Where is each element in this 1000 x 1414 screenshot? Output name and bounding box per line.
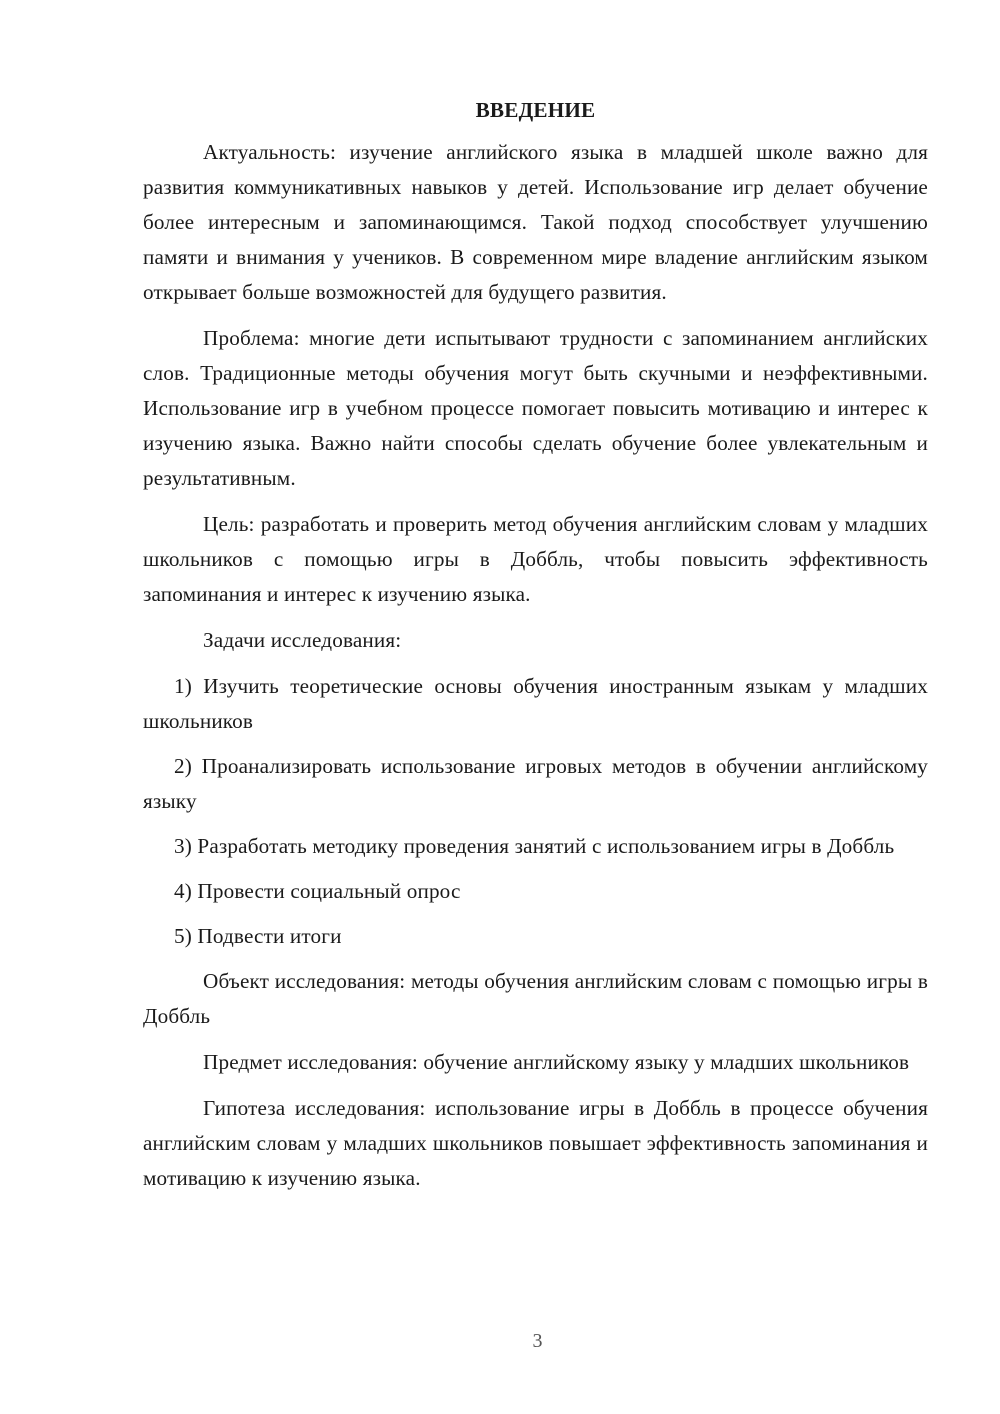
- subject-paragraph: Предмет исследования: обучение английскому языку у младших школьников: [203, 1050, 910, 1074]
- task-item-4: 4) Провести социальный опрос: [174, 879, 461, 903]
- problem-paragraph: Проблема: многие дети испытывают трудности с запоминанием английских слов. Традиционные методы обучения могут быть скучными и неэффективными. Использование игр в учебном процессе помогает повысить мотивацию и интерес к изучению языка. Важно найти способы сделать обучение более увлекательным и результативным.: [143, 326, 928, 490]
- relevance-paragraph: Актуальность: изучение английского языка в младшей школе важно для развития коммуникативных навыков у детей. Использование игр делает обучение более интересным и запоминающимся. Такой подход способствует улучшению памяти и внимания у учеников. В современном мире владение английским языком открывает больше возможностей для будущего развития.: [143, 140, 928, 304]
- task-item-2: 2) Проанализировать использование игровых методов в обучении английскому языку: [143, 754, 928, 813]
- goal-paragraph: Цель: разработать и проверить метод обучения английским словам у младших школьников с помощью игры в Доббль, чтобы повысить эффективность запоминания и интерес к изучению языка.: [143, 512, 928, 606]
- task-item-3: 3) Разработать методику проведения занятий с использованием игры в Доббль: [174, 834, 895, 858]
- page-content: [143, 93, 928, 1196]
- hypothesis-paragraph: Гипотеза исследования: использование игры в Доббль в процессе обучения английским словам у младших школьников повышает эффективность запоминания и мотивацию к изучению языка.: [143, 1096, 928, 1190]
- task-item-1: 1) Изучить теоретические основы обучения иностранным языкам у младших школьников: [143, 674, 928, 733]
- tasks-heading: Задачи исследования:: [203, 628, 402, 652]
- page-number: 3: [532, 1330, 543, 1352]
- object-paragraph: Объект исследования: методы обучения английским словам с помощью игры в Доббль: [143, 969, 928, 1028]
- page-title: ВВЕДЕНИЕ: [475, 98, 596, 122]
- task-item-5: 5) Подвести итоги: [174, 924, 342, 948]
